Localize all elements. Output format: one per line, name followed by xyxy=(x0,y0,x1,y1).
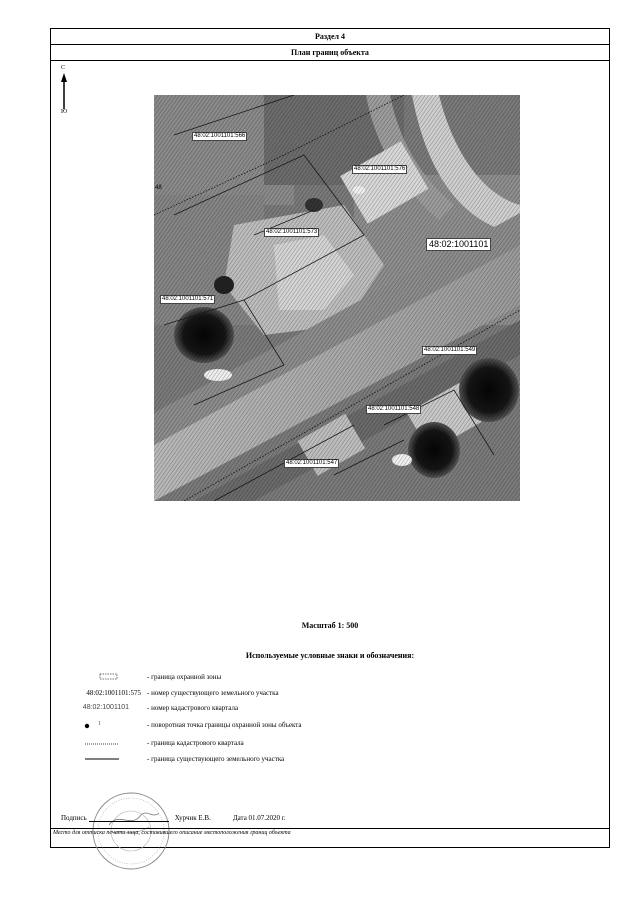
signer-name: Хурчик Е.В. xyxy=(174,814,211,822)
stamp-note: Место для оттиска печати лица, составившего описание местоположения границ объекта xyxy=(51,828,609,836)
plot-label: 48:02:1001101:576 xyxy=(354,166,406,172)
plot-boundary-line xyxy=(85,757,119,761)
quarter-number-sample: 48:02:1001101 xyxy=(82,704,129,711)
aerial-map xyxy=(154,95,520,501)
legend-title: Используемые условные знаки и обозначения: xyxy=(245,651,415,660)
quarter-label: 48:02:1001101 xyxy=(426,238,491,251)
signature-line xyxy=(89,821,169,822)
north-label: С xyxy=(61,65,66,71)
north-arrow xyxy=(59,65,73,121)
plot-label: 48:02:1001101:573 xyxy=(266,229,318,235)
legend-text: - граница кадастрового квартала xyxy=(147,739,244,747)
plot-label: 48:02:1001101:548 xyxy=(368,406,420,412)
document-frame xyxy=(50,28,610,848)
legend-item-quarter-number xyxy=(51,702,609,716)
turning-point-number: 1 xyxy=(98,721,101,727)
plot-label: 48:02:1001101:547 xyxy=(286,460,338,466)
signature-row xyxy=(61,814,286,822)
legend-text: - граница существующего земельного участка xyxy=(147,755,285,763)
plot-number-sample: 48:02:1001101:575 xyxy=(86,689,141,697)
legend-item-plot-boundary xyxy=(51,753,609,767)
legend-item-quarter-boundary xyxy=(51,737,609,751)
legend-item-zone-boundary xyxy=(51,671,609,685)
south-label: Ю xyxy=(61,109,68,115)
plot-label-edge: 48 xyxy=(155,185,162,191)
signature-label: Подпись xyxy=(61,814,87,822)
legend-item-turning-point xyxy=(51,719,609,733)
plot-label: 48:02:1001101:566 xyxy=(194,133,246,139)
north-arrow-icon xyxy=(59,73,69,109)
plot-label: 48:02:1001101:571 xyxy=(162,296,214,302)
map-scale: Масштаб 1: 500 xyxy=(301,621,359,630)
turning-point-icon xyxy=(83,722,91,730)
section-header: Раздел 4 xyxy=(51,29,609,45)
signature-date: Дата 01.07.2020 г. xyxy=(232,814,286,822)
legend-text: - номер кадастрового квартала xyxy=(147,704,239,712)
plot-label: 48:02:1001101:549 xyxy=(424,347,476,353)
legend-item-plot-number xyxy=(51,687,609,701)
plan-title: План границ объекта xyxy=(51,45,609,61)
legend-text: - номер существующего земельного участка xyxy=(147,689,279,697)
quarter-boundary-line xyxy=(85,742,119,746)
legend-text: - поворотная точка границы охранной зоны объекта xyxy=(147,721,302,729)
zone-boundary-icon xyxy=(99,673,119,681)
legend-text: - граница охранной зоны xyxy=(147,673,222,681)
